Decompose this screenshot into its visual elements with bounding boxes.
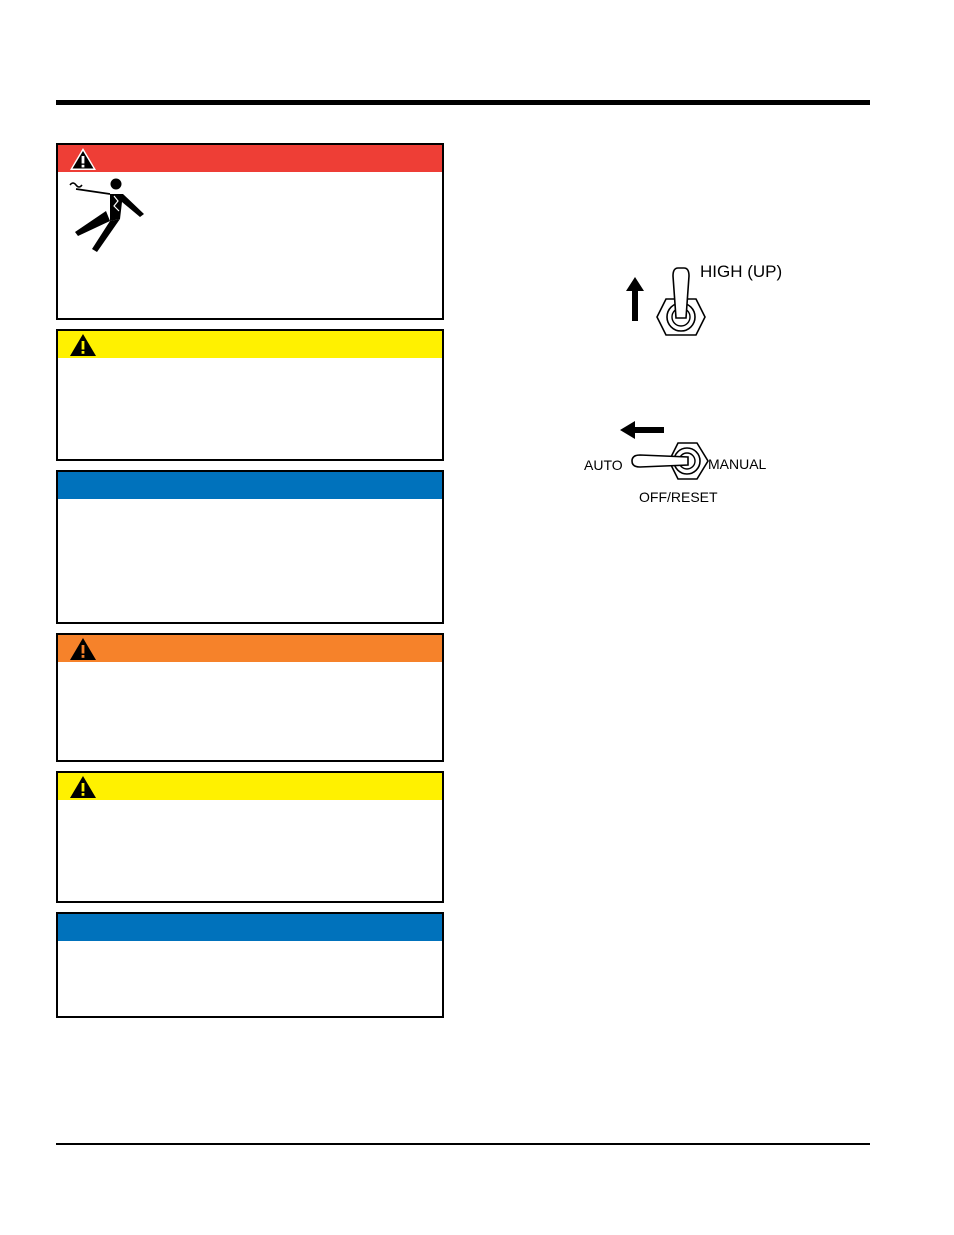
off-reset-label: OFF/RESET: [639, 489, 718, 505]
notice-box: [56, 470, 444, 624]
toggle-switch-figure-high: [620, 262, 820, 342]
danger-box: [56, 143, 444, 320]
high-up-label: HIGH (UP): [700, 262, 783, 281]
notice-box-2: [56, 912, 444, 1018]
warning-header: [58, 635, 442, 662]
caution-box-2: [56, 771, 444, 903]
arrow-left-icon: [620, 420, 665, 440]
notice-header: [58, 472, 442, 499]
caution-header-2: [58, 773, 442, 800]
warning-triangle-icon: [69, 147, 97, 171]
warning-box: [56, 633, 444, 762]
footer-rule: [56, 1143, 870, 1145]
warning-triangle-icon: [69, 637, 97, 661]
arrow-up-icon: [625, 277, 645, 322]
caution-header: [58, 331, 442, 358]
toggle-switch-icon: [630, 441, 710, 489]
notice-header-2: [58, 914, 442, 941]
caution-box: [56, 329, 444, 461]
electric-shock-icon: [66, 177, 148, 253]
warning-triangle-icon: [69, 775, 97, 799]
danger-header: [58, 145, 442, 172]
manual-label: MANUAL: [708, 456, 767, 472]
auto-label: AUTO: [584, 457, 623, 473]
toggle-switch-figure-mode: [580, 415, 790, 510]
warning-triangle-icon: [69, 333, 97, 357]
header-rule: [56, 100, 870, 105]
